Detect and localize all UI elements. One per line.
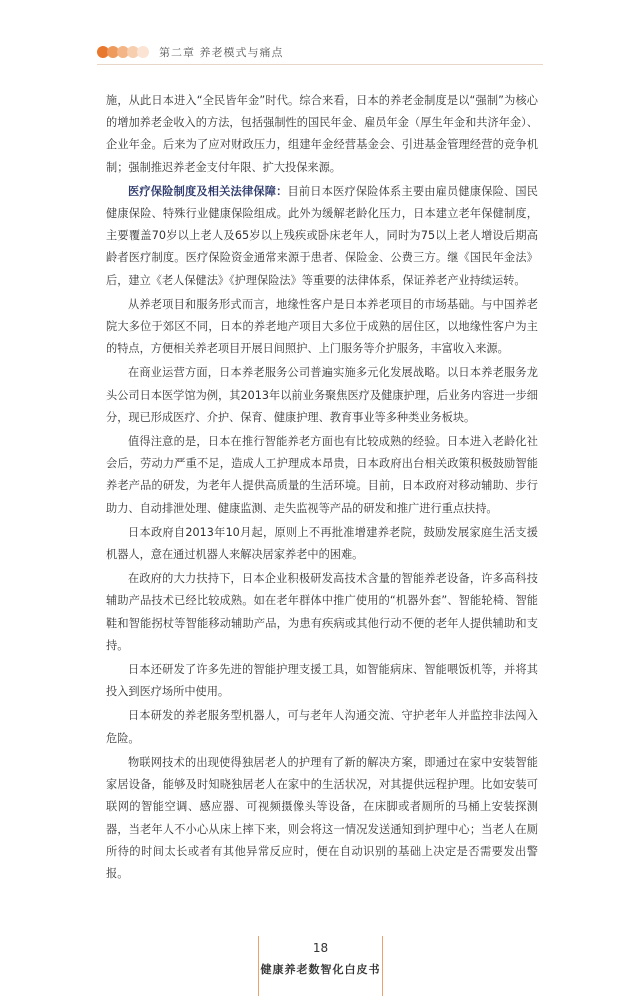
- paragraph: [106, 568, 538, 657]
- page-number: 18: [312, 941, 329, 955]
- paragraph: [106, 362, 538, 429]
- paragraph-text: 从养老项目和服务形式而言，地缘性客户是日本养老项目的市场基础。与中国养老院大多位于郊区不同，日本的养老地产项目大多位于成熟的居住区，以地缘性客户为主的特点，方便相关养老项目开展日间照护、上门服务等介护服务，丰富收入来源。: [106, 297, 538, 356]
- paragraph-text: 日本还研发了许多先进的智能护理支援工具，如智能病床、智能喂饭机等，并将其投入到医疗场所中使用。: [106, 663, 538, 699]
- paragraph: [106, 431, 538, 520]
- paragraph: [106, 752, 538, 885]
- header-divider: [97, 64, 543, 65]
- paragraph-text: 日本研发的养老服务型机器人，可与老年人沟通交流、守护老年人并监控非法闯入危险。: [106, 709, 538, 745]
- paragraph-text: 物联网技术的出现使得独居老人的护理有了新的解决方案，即通过在家中安装智能家居设备，能够及时知晓独居老人在家中的生活状况，对其提供远程护理。比如安装可联网的智能空调、感应器、可视频摄像头等设备，在床脚或者厕所的马桶上安装探测器，当老年人不小心从床上摔下来，则会将这一情况发送通知到护理中心；当老人在厕所待的时间太长或者有其他异常反应时，便在自动识别的基础上决定是否需要发出警报。: [106, 755, 538, 880]
- footer-title: 健康养老数智化白皮书: [260, 963, 381, 976]
- paragraph: [106, 522, 538, 566]
- paragraph-text: 值得注意的是，日本在推行智能养老方面也有比较成熟的经验。日本进入老龄化社会后，劳动力严重不足，造成人工护理成本昂贵，日本政府出台相关政策积极鼓励智能养老产品的研发，为老年人提供高质量的生活环境。目前，日本政府对移动辅助、步行助力、自动排泄处理、健康监测、走失监视等产品的研发和推广进行重点扶持。: [106, 435, 538, 515]
- chapter-title: 第二章 养老模式与痛点: [159, 46, 284, 59]
- paragraph-text: 日本政府自2013年10月起，原则上不再批准增建养老院，鼓励发展家庭生活支援机器人，意在通过机器人来解决居家养老中的困难。: [106, 525, 538, 562]
- chapter-header: [97, 43, 284, 61]
- paragraph: [106, 181, 538, 292]
- body-text: [106, 90, 538, 887]
- paragraph: [106, 659, 538, 703]
- header-dots-decoration: [97, 46, 147, 58]
- paragraph-text: 在商业运营方面，日本养老服务公司普遍实施多元化发展战略。以日本养老服务龙头公司日本医学馆为例，其2013年以前业务聚焦医疗及健康护理，后业务内容进一步细分，现已形成医疗、介护、保育、健康护理、教育事业等多种类业务板块。: [106, 366, 538, 424]
- paragraph: [106, 90, 538, 179]
- paragraph-text: 在政府的大力扶持下，日本企业积极研发高技术含量的智能养老设备，许多高科技辅助产品技术已经比较成熟。如在老年群体中推广使用的“机器外套”、智能轮椅、智能鞋和智能拐杖等智能移动辅助产品，为患有疾病或其他行动不便的老年人提供辅助和支持。: [106, 572, 538, 652]
- header-dot: [137, 46, 149, 58]
- paragraph-lead: 医疗保险制度及相关法律保障：: [128, 184, 288, 198]
- paragraph: [106, 705, 538, 749]
- paragraph-text: 施，从此日本进入“全民皆年金”时代。综合来看，日本的养老金制度是以“强制”为核心的增加养老金收入的方法，包括强制性的国民年金、雇员年金（厚生年金和共济年金）、企业年金。后来为了应对财政压力，组建年金经营基金会、引进基金管理经营的竞争机制；强制推迟养老金支付年限、扩大投保来源。: [106, 94, 538, 174]
- paragraph-text: 目前日本医疗保险体系主要由雇员健康保险、国民健康保险、特殊行业健康保险组成。此外为缓解老龄化压力，日本建立老年保健制度，主要覆盖70岁以上老人及65岁以上残疾或卧床老年人，同时为75以上老人增设后期高龄者医疗制度。医疗保险资金通常来源于患者、保险金、公费三方。继《国民年金法》后，建立《老人保健法》《护理保险法》等重要的法律体系，保证养老产业持续运转。: [106, 184, 538, 287]
- paragraph: [106, 294, 538, 361]
